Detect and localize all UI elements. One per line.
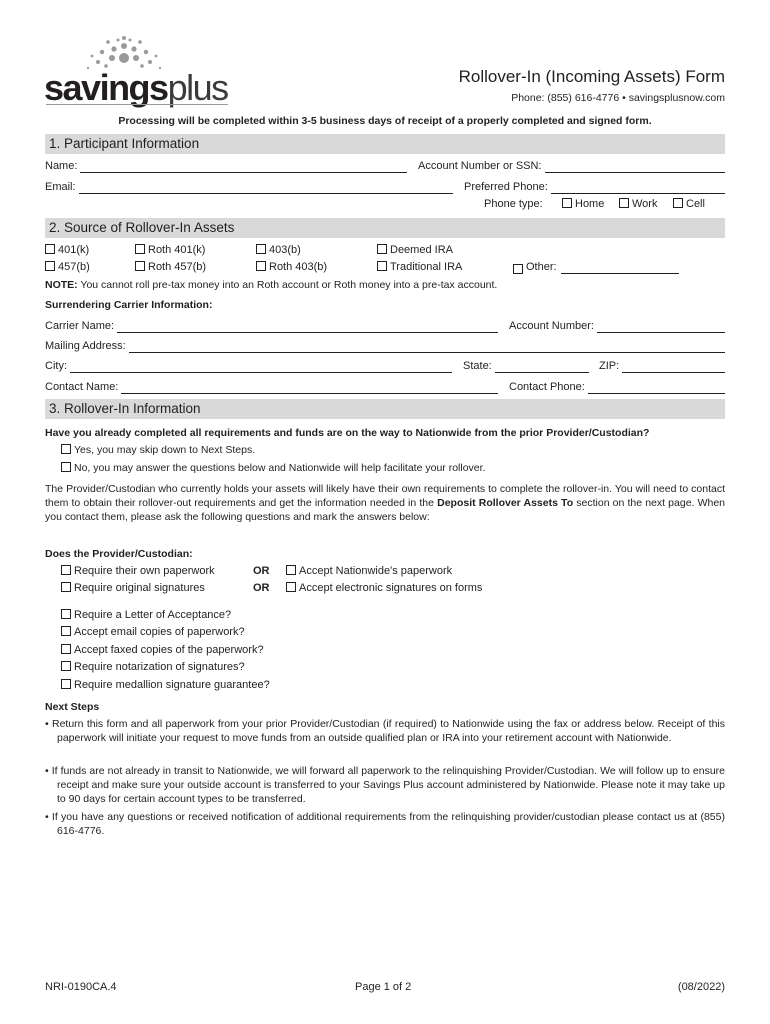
para-bold: Deposit Rollover Assets To: [437, 497, 574, 509]
form-title: Rollover-In (Incoming Assets) Form: [458, 67, 725, 86]
require-original-signatures[interactable]: [61, 581, 205, 595]
source-label: 457(b): [58, 261, 90, 273]
source-label: 403(b): [269, 244, 301, 256]
mailing-address-label: Mailing Address:: [45, 340, 126, 352]
answer-yes-label: Yes, you may skip down to Next Steps.: [74, 444, 256, 456]
source-401k[interactable]: [45, 243, 89, 257]
logo-wordmark: [44, 68, 228, 108]
phone-type-home[interactable]: [562, 197, 604, 211]
contact-info: Phone: (855) 616-4776 • savingsplusnow.com: [511, 92, 725, 104]
state-field[interactable]: [463, 359, 589, 373]
zip-field[interactable]: [599, 359, 725, 373]
accept-nationwide-paperwork[interactable]: [286, 564, 452, 578]
next-step-bullet: • If funds are not already in transit to Nationwide, we will forward all paperwork to the relinquishing Provider/Custodian. We will follow up to ensure receipt and make sure your outside account is transferred to your Savings Plus account administered by Nationwide. Please note it may take up to 90 days for certain account types to be transferred.: [45, 765, 725, 805]
accept-nationwide-paperwork-label: Accept Nationwide's paperwork: [299, 565, 453, 577]
checkbox[interactable]: [45, 261, 55, 271]
source-457b[interactable]: [45, 260, 90, 274]
accept-electronic-signatures[interactable]: [286, 581, 482, 595]
checkbox[interactable]: [61, 582, 71, 592]
question-label: Accept email copies of paperwork?: [74, 626, 245, 638]
section-3-header: 3. Rollover-In Information: [45, 399, 725, 419]
logo-text-savings: savings: [44, 67, 168, 108]
checkbox[interactable]: [256, 244, 266, 254]
section-2-header: 2. Source of Rollover-In Assets: [45, 218, 725, 238]
question-label: Require a Letter of Acceptance?: [74, 609, 232, 621]
source-label: Roth 457(b): [148, 261, 207, 273]
require-own-paperwork[interactable]: [61, 564, 215, 578]
checkbox[interactable]: [45, 244, 55, 254]
account-number-label: Account Number or SSN:: [418, 160, 542, 172]
checkbox[interactable]: [286, 565, 296, 575]
source-label: Roth 401(k): [148, 244, 206, 256]
mailing-address-field[interactable]: [45, 339, 725, 353]
contact-name-field[interactable]: [45, 380, 498, 394]
next-steps-heading: Next Steps: [45, 701, 100, 713]
logo-underline: [46, 104, 228, 105]
email-field[interactable]: [45, 180, 453, 194]
savings-plus-logo: [44, 34, 234, 108]
custodian-paragraph: [45, 482, 725, 524]
phone-type-cell[interactable]: [673, 197, 705, 211]
source-label: 401(k): [58, 244, 90, 256]
next-step-bullet: • Return this form and all paperwork from your prior Provider/Custodian (if required) to Nationwide using the fax or address below. Receipt of this paperwork will initiate your request to move funds from an outside qualified plan or IRA into your retirement account with Nationwide.: [45, 718, 725, 744]
checkbox[interactable]: [619, 198, 629, 208]
source-label: Traditional IRA: [390, 261, 463, 273]
para-start: The Provider/Custodian who currently holds your assets will likely have their own requirements to complete the rollover-in. You will need to contact them to obtain their rollover-out requirements and get the information needed in the: [45, 483, 725, 509]
source-roth-401k[interactable]: [135, 243, 205, 257]
phone-type-label: Phone type:: [484, 198, 543, 210]
contact-phone-label: Contact Phone:: [509, 381, 585, 393]
name-field[interactable]: [45, 159, 407, 173]
state-label: State:: [463, 360, 492, 372]
or-label: OR: [253, 582, 270, 594]
question-label: Accept faxed copies of the paperwork?: [74, 644, 264, 656]
question-label: Require notarization of signatures?: [74, 661, 245, 673]
question-faxed-copies[interactable]: [61, 643, 264, 657]
checkbox[interactable]: [673, 198, 683, 208]
question-label: Require medallion signature guarantee?: [74, 679, 270, 691]
checkbox[interactable]: [61, 462, 71, 472]
carrier-name-field[interactable]: [45, 319, 498, 333]
para-end: section on the next page. When you contact them, please ask the following questions and mark the answers below:: [45, 497, 726, 523]
source-other[interactable]: [513, 260, 679, 274]
checkbox[interactable]: [256, 261, 266, 271]
preferred-phone-label: Preferred Phone:: [464, 181, 548, 193]
checkbox[interactable]: [61, 609, 71, 619]
checkbox[interactable]: [135, 261, 145, 271]
checkbox[interactable]: [61, 644, 71, 654]
require-own-paperwork-label: Require their own paperwork: [74, 565, 215, 577]
question-notarization[interactable]: [61, 660, 245, 674]
email-label: Email:: [45, 181, 76, 193]
checkbox[interactable]: [61, 626, 71, 636]
checkbox[interactable]: [377, 244, 387, 254]
phone-type-work[interactable]: [619, 197, 657, 211]
accept-electronic-signatures-label: Accept electronic signatures on forms: [299, 582, 483, 594]
source-label: Roth 403(b): [269, 261, 328, 273]
processing-notice: Processing will be completed within 3-5 business days of receipt of a properly completed and signed form.: [118, 115, 652, 127]
zip-label: ZIP:: [599, 360, 620, 372]
source-roth-403b[interactable]: [256, 260, 327, 274]
source-traditional-ira[interactable]: [377, 260, 462, 274]
form-date: (08/2022): [677, 981, 725, 993]
source-label: Other:: [526, 261, 557, 273]
checkbox[interactable]: [513, 264, 523, 274]
question-letter-of-acceptance[interactable]: [61, 608, 231, 622]
note: [45, 278, 497, 292]
page-number: Page 1 of 2: [355, 981, 412, 993]
note-text: You cannot roll pre-tax money into an Roth account or Roth money into a pre-tax account.: [80, 279, 498, 291]
phone-type-cell-label: Cell: [686, 198, 705, 210]
other-input-line[interactable]: [561, 263, 679, 274]
checkbox[interactable]: [61, 661, 71, 671]
source-deemed-ira[interactable]: [377, 243, 453, 257]
name-label: Name:: [45, 160, 78, 172]
contact-name-label: Contact Name:: [45, 381, 119, 393]
contact-phone-field[interactable]: [509, 380, 725, 394]
note-label: NOTE:: [45, 279, 78, 291]
source-label: Deemed IRA: [390, 244, 453, 256]
checkbox[interactable]: [135, 244, 145, 254]
does-heading: Does the Provider/Custodian:: [45, 548, 193, 560]
source-roth-457b[interactable]: [135, 260, 206, 274]
city-label: City:: [45, 360, 67, 372]
or-label: OR: [253, 565, 270, 577]
question-email-copies[interactable]: [61, 625, 245, 639]
preferred-phone-field[interactable]: [464, 180, 725, 194]
source-403b[interactable]: [256, 243, 301, 257]
carrier-account-label: Account Number:: [509, 320, 594, 332]
checkbox[interactable]: [61, 565, 71, 575]
section-1-header: 1. Participant Information: [45, 134, 725, 154]
carrier-heading: Surrendering Carrier Information:: [45, 299, 213, 311]
carrier-account-field[interactable]: [509, 319, 725, 333]
phone-type-work-label: Work: [632, 198, 658, 210]
answer-no-label: No, you may answer the questions below and Nationwide will help facilitate your rollover.: [74, 462, 486, 474]
question-medallion-guarantee[interactable]: [61, 678, 270, 692]
account-number-field[interactable]: [418, 159, 725, 173]
logo-text-plus: plus: [167, 67, 228, 108]
form-id: NRI-0190CA.4: [45, 981, 117, 993]
phone-type-home-label: Home: [575, 198, 605, 210]
completion-question: Have you already completed all requirements and funds are on the way to Nationwide from the prior Provider/Custodian?: [45, 427, 650, 439]
carrier-name-label: Carrier Name:: [45, 320, 115, 332]
checkbox[interactable]: [562, 198, 572, 208]
next-step-bullet: • If you have any questions or received notification of additional requirements from the relinquishing provider/custodian please contact us at (855) 616-4776.: [45, 811, 725, 837]
checkbox[interactable]: [61, 444, 71, 454]
answer-yes[interactable]: [61, 443, 255, 457]
checkbox[interactable]: [377, 261, 387, 271]
checkbox[interactable]: [286, 582, 296, 592]
require-original-signatures-label: Require original signatures: [74, 582, 205, 594]
city-field[interactable]: [45, 359, 452, 373]
checkbox[interactable]: [61, 679, 71, 689]
answer-no[interactable]: [61, 461, 485, 475]
